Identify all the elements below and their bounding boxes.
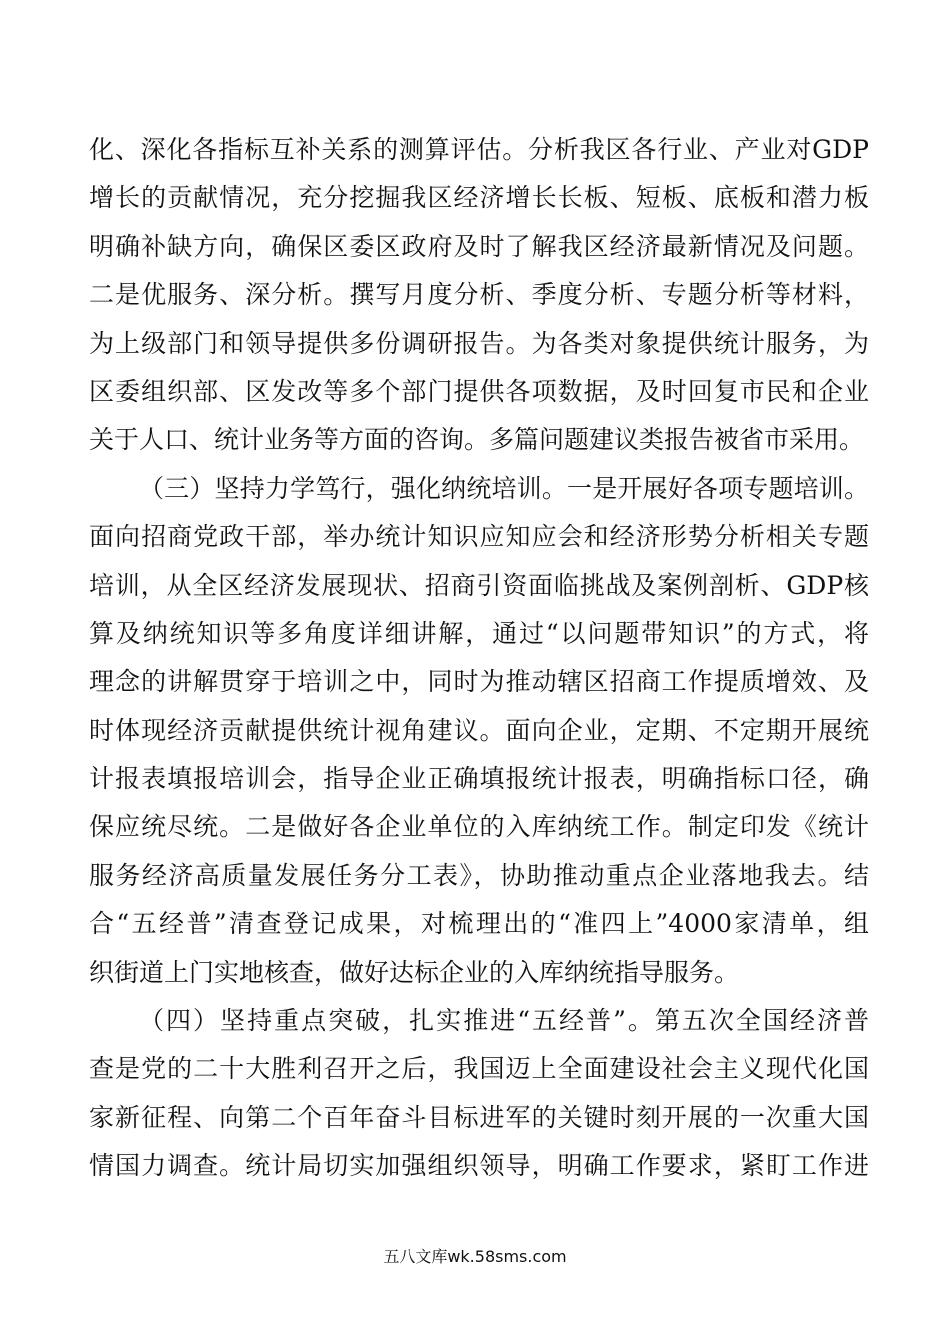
- text-line: 明确补缺方向，确保区委区政府及时了解我区经济最新情况及问题。: [89, 231, 869, 261]
- text-line: （三）坚持力学笃行，强化纳统培训。一是开展好各项专题培训。: [139, 473, 869, 503]
- text-line: 算及纳统知识等多角度详细讲解，通过“以问题带知识”的方式，将: [89, 618, 869, 648]
- text-line: 织街道上门实地核查，做好达标企业的入库纳统指导服务。: [89, 957, 740, 987]
- text-line: 合“五经普”清查登记成果，对梳理出的“准四上”4000家清单，组: [89, 909, 869, 939]
- text-line: 理念的讲解贯穿于培训之中，同时为推动辖区招商工作提质增效、及: [89, 667, 869, 697]
- document-body: [89, 126, 869, 1191]
- text-line: 培训，从全区经济发展现状、招商引资面临挑战及案例剖析、GDP核: [89, 570, 869, 600]
- text-line: 情国力调查。统计局切实加强组织领导，明确工作要求，紧盯工作进: [89, 1151, 869, 1181]
- text-line: 化、深化各指标互补关系的测算评估。分析我区各行业、产业对GDP: [89, 135, 869, 164]
- text-line: 查是党的二十大胜利召开之后，我国迈上全面建设社会主义现代化国: [89, 1054, 869, 1084]
- text-line: 关于人口、统计业务等方面的咨询。多篇问题建议类报告被省市采用。: [89, 425, 865, 455]
- text-line: 时体现经济贡献提供统计视角建议。面向企业，定期、不定期开展统: [89, 715, 869, 745]
- text-line: 二是优服务、深分析。撰写月度分析、季度分析、专题分析等材料，: [89, 280, 869, 310]
- text-line: 区委组织部、区发改等多个部门提供各项数据，及时回复市民和企业: [89, 376, 869, 406]
- footer-watermark: 五八文库wk.58sms.com: [383, 1247, 567, 1266]
- text-line: 服务经济高质量发展任务分工表》，协助推动重点企业落地我去。结: [89, 860, 869, 890]
- text-line: （四）坚持重点突破，扎实推进“五经普”。第五次全国经济普: [139, 1006, 869, 1036]
- text-line: 家新征程、向第二个百年奋斗目标进军的关键时刻开展的一次重大国: [89, 1102, 869, 1132]
- text-line: 为上级部门和领导提供多份调研报告。为各类对象提供统计服务，为: [89, 328, 869, 358]
- text-line: 增长的贡献情况，充分挖掘我区经济增长长板、短板、底板和潜力板: [89, 183, 869, 213]
- text-line: 计报表填报培训会，指导企业正确填报统计报表，明确指标口径，确: [89, 764, 869, 794]
- text-line: 面向招商党政干部，举办统计知识应知应会和经济形势分析相关专题: [89, 522, 869, 552]
- text-line: 保应统尽统。二是做好各企业单位的入库纳统工作。制定印发《统计: [89, 812, 869, 842]
